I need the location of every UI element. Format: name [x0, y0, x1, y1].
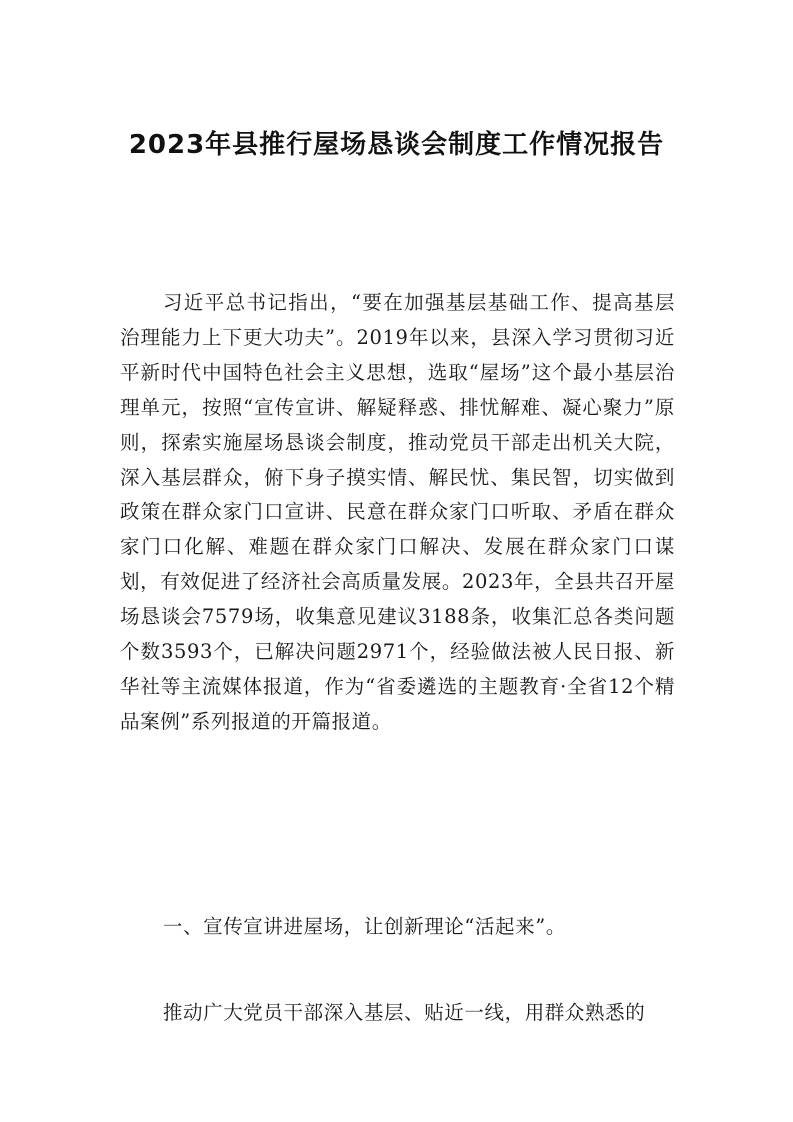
intro-paragraph: 习近平总书记指出，“要在加强基层基础工作、提高基层治理能力上下更大功夫”。2019年以来，县深入学习贯彻习近平新时代中国特色社会主义思想，选取“屋场”这个最小基层治理单元，按照“宣传宣讲、解疑释惑、排忧解难、凝心聚力”原则，探索实施屋场恳谈会制度，推动党员干部走出机关大院，深入基层群众，俯下身子摸实情、解民忧、集民智，切实做到政策在群众家门口宣讲、民意在群众家门口听取、矛盾在群众家门口化解、难题在群众家门口解决、发展在群众家门口谋划，有效促进了经济社会高质量发展。2023年，全县共召开屋场恳谈会7579场，收集意见建议3188条，收集汇总各类问题个数3593个，已解决问题2971个，经验做法被人民日报、新华社等主流媒体报道，作为“省委遴选的主题教育·全省12个精品案例”系列报道的开篇报道。	[120, 291, 675, 733]
section-heading: 一、宣传宣讲进屋场，让创新理论“活起来”。	[162, 915, 566, 938]
document-title: 2023年县推行屋场恳谈会制度工作情况报告	[128, 130, 665, 160]
section-paragraph: 推动广大党员干部深入基层、贴近一线，用群众熟悉的	[162, 1001, 646, 1024]
